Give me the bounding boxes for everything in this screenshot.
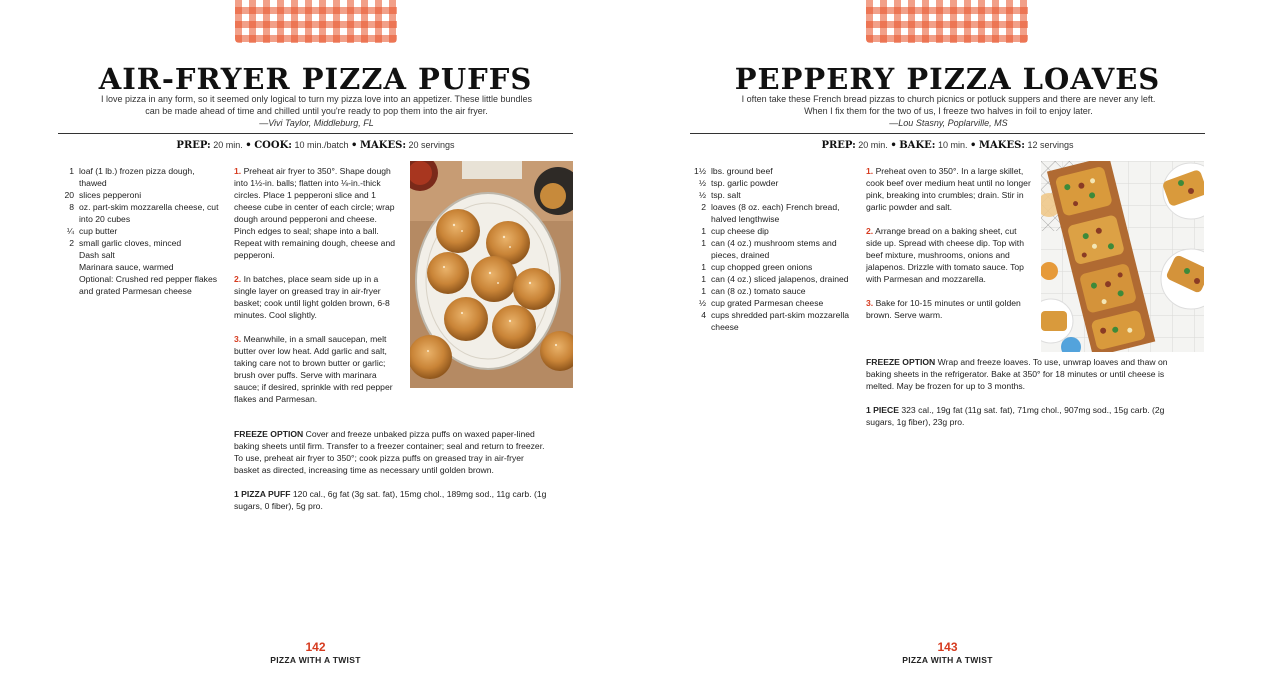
attribution: —Vivi Taylor, Middleburg, FL xyxy=(259,118,374,128)
ingredient-item xyxy=(690,273,855,285)
recipe-photo xyxy=(1041,161,1204,352)
makes-value: 12 servings xyxy=(1027,140,1074,150)
ingredient-item xyxy=(690,189,855,201)
ingredient-text: cup cheese dip xyxy=(711,226,769,236)
ingredient-item xyxy=(690,165,855,177)
ingredient-qty: ½ xyxy=(698,298,706,308)
page-footer xyxy=(0,640,631,665)
pizza-puffs-photo xyxy=(410,161,573,388)
ingredient-qty: ½ xyxy=(698,190,706,200)
ingredient-item xyxy=(690,261,855,273)
ingredient-qty xyxy=(58,261,74,273)
nutrition-label: 1 PIECE xyxy=(866,405,899,415)
prep-value: 20 min. xyxy=(858,140,888,150)
directions xyxy=(234,165,400,417)
ingredient-qty: 1 xyxy=(701,226,706,236)
ingredient-list xyxy=(690,165,855,333)
ingredient-text: small garlic cloves, minced xyxy=(79,238,182,248)
ingredient-list xyxy=(58,165,223,297)
page-footer xyxy=(632,640,1263,665)
direction-step xyxy=(866,297,1032,321)
direction-step xyxy=(866,165,1032,213)
ingredient-item xyxy=(58,225,223,237)
ingredient-item xyxy=(690,201,855,225)
step-number: 1. xyxy=(234,166,242,176)
freeze-option xyxy=(866,356,1176,392)
ingredient-text: Dash salt xyxy=(79,250,115,260)
recipe-title: AIR-FRYER PIZZA PUFFS xyxy=(98,62,533,96)
ingredient-text: loaf (1 lb.) frozen pizza dough, thawed xyxy=(79,166,195,188)
ingredient-qty xyxy=(58,249,74,261)
ingredient-qty: 1 xyxy=(701,274,706,284)
nutrition-facts xyxy=(866,404,1176,428)
step-text: Preheat air fryer to 350°. Shape dough into 1½-in. balls; flatten into ⅛-in.-thick circles. Place 1 pepperoni slice and 1 cheese cube in center of each circle; wrap dough around pepperoni and cheese. Pinch edges to seal; shape into a ball. Repeat with remaining dough, cheese and pepperoni. xyxy=(234,166,396,260)
directions xyxy=(866,165,1032,333)
ingredient-qty: 1½ xyxy=(694,166,706,176)
recipe-title: PEPPERY PIZZA LOAVES xyxy=(734,62,1161,96)
step-number: 2. xyxy=(234,274,242,284)
ingredient-text: cup grated Parmesan cheese xyxy=(711,298,824,308)
prep-label: PREP: xyxy=(821,140,856,151)
separator: • xyxy=(245,140,252,151)
ingredient-item xyxy=(58,237,223,249)
nutrition-facts xyxy=(234,488,549,512)
ingredient-qty: ¼ xyxy=(66,226,74,236)
right-page xyxy=(632,0,1263,700)
prep-label: PREP: xyxy=(176,140,211,151)
step-text: Arrange bread on a baking sheet, cut side up. Spread with cheese dip. Top with beef mixture, mushrooms, onions and jalapenos. Drizzle with tomato sauce. Top with Parmesan and mozzarella. xyxy=(866,226,1024,284)
cook-label: COOK: xyxy=(254,140,292,151)
recipe-photo xyxy=(410,161,573,388)
step-text: Preheat oven to 350°. In a large skillet, cook beef over medium heat until no longer pink, breaking into crumbles; drain. Stir in garlic powder and salt. xyxy=(866,166,1031,212)
ingredient-item xyxy=(690,285,855,297)
intro-line: I often take these French bread pizzas to church picnics or potluck suppers and there are never any left. xyxy=(741,94,1156,104)
step-number: 3. xyxy=(234,334,242,344)
freeze-option xyxy=(234,428,549,476)
ingredient-text: loaves (8 oz. each) French bread, halved lengthwise xyxy=(711,202,840,224)
separator: • xyxy=(970,140,977,151)
step-text: Bake for 10-15 minutes or until golden brown. Serve warm. xyxy=(866,298,1021,320)
step-text: In batches, place seam side up in a single layer on greased tray in air-fryer basket; cook until light golden brown, 6-8 minutes. Cool slightly. xyxy=(234,274,390,320)
ingredient-text: slices pepperoni xyxy=(79,190,142,200)
ingredient-item xyxy=(690,225,855,237)
ingredient-item xyxy=(690,177,855,189)
step-number: 1. xyxy=(866,166,874,176)
makes-value: 20 servings xyxy=(408,140,455,150)
ingredient-text: can (4 oz.) sliced jalapenos, drained xyxy=(711,274,849,284)
prep-value: 20 min. xyxy=(213,140,243,150)
nutrition-text: 120 cal., 6g fat (3g sat. fat), 15mg chol., 189mg sod., 11g carb. (1g sugars, 0 fiber), 5g pro. xyxy=(234,489,547,511)
ingredient-item xyxy=(58,249,223,261)
recipe-notes xyxy=(234,428,549,524)
left-page xyxy=(0,0,631,700)
bake-label: BAKE: xyxy=(899,140,936,151)
ingredient-qty: 1 xyxy=(701,238,706,248)
nutrition-text: 323 cal., 19g fat (11g sat. fat), 71mg chol., 907mg sod., 15g carb. (2g sugars, 1g fiber), 23g pro. xyxy=(866,405,1165,427)
separator: • xyxy=(890,140,897,151)
freeze-label: FREEZE OPTION xyxy=(234,429,304,439)
freeze-text: Wrap and freeze loaves. To use, unwrap loaves and thaw on baking sheets in the refrigerator. Bake at 350° for 18 minutes or until cheese is melted. May be frozen for up to 3 months. xyxy=(866,357,1168,391)
makes-label: MAKES: xyxy=(359,140,407,151)
ingredient-text: lbs. ground beef xyxy=(711,166,773,176)
ingredient-item xyxy=(58,201,223,225)
pizza-loaves-photo xyxy=(1041,161,1204,352)
ingredient-item xyxy=(58,165,223,189)
ingredient-qty: 1 xyxy=(701,262,706,272)
ingredient-text: can (4 oz.) mushroom stems and pieces, drained xyxy=(711,238,837,260)
direction-step xyxy=(234,273,400,321)
intro-line: When I fix them for the two of us, I freeze two halves in foil to enjoy later. xyxy=(804,106,1093,116)
ingredient-text: tsp. salt xyxy=(711,190,741,200)
ingredient-item xyxy=(58,273,223,297)
recipe-intro xyxy=(692,93,1205,129)
step-number: 2. xyxy=(866,226,874,236)
recipe-intro xyxy=(60,93,573,129)
intro-line: I love pizza in any form, so it seemed only logical to turn my pizza love into an appetizer. These little bundles xyxy=(100,94,533,104)
ingredient-qty: 8 xyxy=(69,202,74,212)
direction-step xyxy=(234,333,400,405)
bake-value: 10 min. xyxy=(937,140,968,150)
ingredient-qty: 4 xyxy=(701,310,706,320)
ingredient-qty xyxy=(58,273,74,297)
ingredient-item xyxy=(58,261,223,273)
page-number: 142 xyxy=(305,640,326,654)
ingredient-text: oz. part-skim mozzarella cheese, cut into 20 cubes xyxy=(79,202,219,224)
ingredient-qty: ½ xyxy=(698,178,706,188)
ingredient-item xyxy=(58,189,223,201)
nutrition-label: 1 PIZZA PUFF xyxy=(234,489,291,499)
recipe-notes xyxy=(866,356,1176,440)
attribution: —Lou Stasny, Poplarville, MS xyxy=(889,118,1008,128)
section-title: PIZZA WITH A TWIST xyxy=(902,655,993,665)
gingham-banner xyxy=(866,0,1028,43)
ingredient-qty: 1 xyxy=(69,166,74,176)
gingham-banner xyxy=(235,0,397,43)
ingredient-item xyxy=(690,309,855,333)
direction-step xyxy=(866,225,1032,285)
section-title: PIZZA WITH A TWIST xyxy=(270,655,361,665)
step-text: Meanwhile, in a small saucepan, melt butter over low heat. Add garlic and salt, taking care not to brown butter or garlic; brush over puffs. Serve with marinara sauce; if desired, sprinkle with red pepper flakes and Parmesan. xyxy=(234,334,393,404)
step-number: 3. xyxy=(866,298,874,308)
ingredient-qty: 2 xyxy=(701,202,706,212)
ingredient-text: cup chopped green onions xyxy=(711,262,813,272)
ingredient-item xyxy=(690,297,855,309)
makes-label: MAKES: xyxy=(978,140,1025,151)
divider xyxy=(58,133,573,134)
cook-value: 10 min./batch xyxy=(294,140,349,150)
recipe-meta xyxy=(690,140,1205,151)
ingredient-item xyxy=(690,237,855,261)
ingredient-text: Marinara sauce, warmed xyxy=(79,262,174,272)
ingredient-text: cup butter xyxy=(79,226,118,236)
ingredient-text: Optional: Crushed red pepper flakes and grated Parmesan cheese xyxy=(79,274,218,296)
ingredient-text: cups shredded part-skim mozzarella cheese xyxy=(711,310,850,332)
divider xyxy=(690,133,1205,134)
page-number: 143 xyxy=(937,640,958,654)
recipe-meta xyxy=(58,140,573,151)
direction-step xyxy=(234,165,400,261)
ingredient-qty: 2 xyxy=(69,238,74,248)
ingredient-text: can (8 oz.) tomato sauce xyxy=(711,286,806,296)
intro-line: can be made ahead of time and chilled until you're ready to pop them into the air fryer. xyxy=(145,106,488,116)
ingredient-qty: 20 xyxy=(64,190,74,200)
freeze-label: FREEZE OPTION xyxy=(866,357,936,367)
separator: • xyxy=(351,140,358,151)
ingredient-qty: 1 xyxy=(701,286,706,296)
freeze-text: Cover and freeze unbaked pizza puffs on waxed paper-lined baking sheets until firm. Transfer to a freezer container; seal and return to freezer. To use, preheat air fryer to 350°; cook pizza puffs on greased tray in air-fryer basket as directed, increasing time as necessary until golden brown. xyxy=(234,429,545,475)
ingredient-text: tsp. garlic powder xyxy=(711,178,779,188)
